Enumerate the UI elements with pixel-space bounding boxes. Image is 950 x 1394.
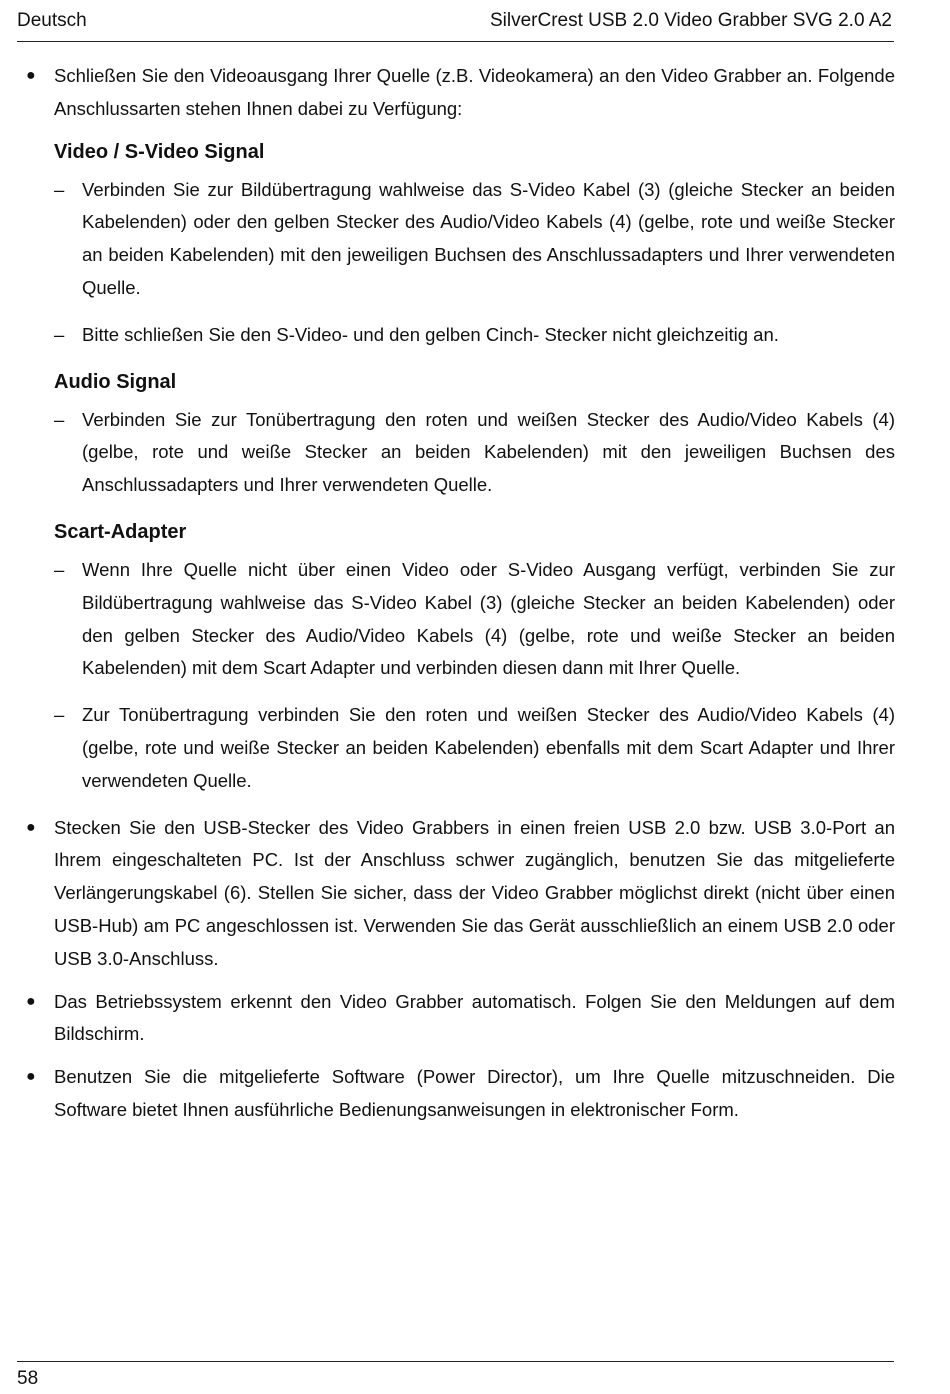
bullet-text: Stecken Sie den USB-Stecker des Video Grabbers in einen freien USB 2.0 bzw. USB 3.0-Port an Ihrem eingeschalteten PC. Ist der Anschluss schwer zugänglich, benutzen Sie das mitgelieferte Verlängerungskabel (6). Stellen Sie sicher, dass der Video Grabber möglichst direkt (nicht über einen USB-Hub) am PC angeschlossen ist. Verwenden Sie das Gerät ausschließlich an einem USB 2.0 oder USB 3.0-Anschluss.: [54, 816, 895, 969]
page-footer: [17, 1361, 894, 1394]
section-heading: Video / S-Video Signal: [54, 140, 265, 163]
header-product-title: SilverCrest USB 2.0 Video Grabber SVG 2.0 A2: [489, 10, 892, 31]
bullet-text: Das Betriebssystem erkennt den Video Grabber automatisch. Folgen Sie den Meldungen auf dem Bildschirm.: [54, 990, 895, 1045]
dash-item: [20, 174, 895, 305]
page-header: [17, 8, 894, 42]
bullet-icon: ●: [26, 818, 36, 836]
page-content: [20, 60, 895, 1137]
dash-icon: –: [54, 323, 65, 345]
header-language: Deutsch: [17, 10, 87, 31]
dash-text: Bitte schließen Sie den S-Video- und den gelben Cinch- Stecker nicht gleichzeitig an.: [82, 323, 779, 345]
bullet-text: Benutzen Sie die mitgelieferte Software (Power Director), um Ihre Quelle mitzuschneiden. Die Software bietet Ihnen ausführliche Bedienungsanweisungen in elektronischer Form.: [54, 1066, 895, 1120]
bullet-text: Schließen Sie den Videoausgang Ihrer Quelle (z.B. Videokamera) an den Video Grabber an. Folgende Anschlussarten stehen Ihnen dabei zu Verfügung:: [54, 65, 895, 119]
dash-item: [20, 699, 895, 797]
bullet-icon: ●: [26, 1068, 36, 1086]
dash-text: Zur Tonübertragung verbinden Sie den roten und weißen Stecker des Audio/Video Kabels (4) (gelbe, rote und weiße Stecker an beiden Kabelenden) ebenfalls mit dem Scart Adapter und Ihrer verwendeten Quelle.: [82, 704, 895, 791]
page-number: 58: [17, 1368, 39, 1389]
bullet-icon: ●: [26, 67, 36, 84]
bullet-item: [20, 1061, 895, 1127]
dash-text: Verbinden Sie zur Tonübertragung den roten und weißen Stecker des Audio/Video Kabels (4) (gelbe, rote und weiße Stecker an beiden Kabelenden) mit den jeweiligen Buchsen des Anschlussadapters und Ihrer verwendeten Quelle.: [82, 408, 895, 496]
dash-text: Verbinden Sie zur Bildübertragung wahlweise das S-Video Kabel (3) (gleiche Stecker an beiden Kabelenden) oder den gelben Stecker des Audio/Video Kabels (4) (gelbe, rote und weiße Stecker an beiden Kabelenden) mit den jeweiligen Buchsen des Anschlussadapters und Ihrer verwendeten Quelle.: [82, 178, 895, 298]
bullet-item: [20, 812, 895, 976]
dash-icon: –: [54, 408, 65, 430]
dash-item: [20, 554, 895, 685]
dash-icon: –: [54, 558, 65, 580]
dash-item: [20, 319, 895, 352]
section-heading: Audio Signal: [54, 370, 177, 393]
dash-icon: –: [54, 178, 65, 200]
bullet-item: [20, 986, 895, 1052]
dash-text: Wenn Ihre Quelle nicht über einen Video oder S-Video Ausgang verfügt, verbinden Sie zur Bildübertragung wahlweise das S-Video Kabel (3) (gleiche Stecker an beiden Kabelenden) oder den gelben Stecker des Audio/Video Kabels (4) (gelbe, rote und weiße Stecker an beiden Kabelenden) mit dem Scart Adapter und verbinden diesen dann mit Ihrer Quelle.: [82, 558, 895, 679]
section-heading: Scart-Adapter: [54, 520, 187, 543]
bullet-icon: ●: [26, 992, 36, 1010]
dash-icon: –: [54, 704, 65, 726]
dash-item: [20, 404, 895, 502]
bullet-item: [20, 60, 895, 126]
